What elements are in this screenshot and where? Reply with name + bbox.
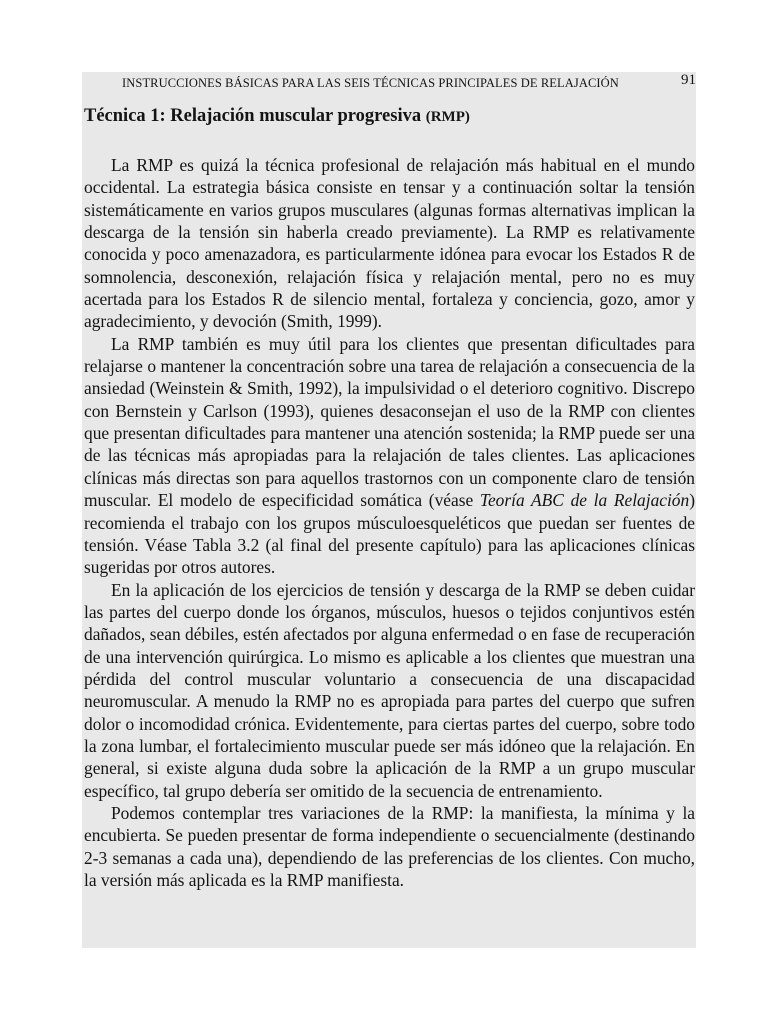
paragraph-2-text-b: ) recomienda el trabajo con los grupos músculoesqueléticos que puedan ser fuentes de tensión. Véase Tabla 3.2 (al final del presente capítulo) para las aplicaciones clínicas sugeridas por otros autores. [84, 490, 695, 578]
page-number: 91 [681, 72, 696, 88]
section-heading [84, 106, 470, 127]
body-text [84, 154, 695, 891]
section-heading-abbr: (RMP) [425, 109, 470, 125]
paragraph-1: La RMP es quizá la técnica profesional de relajación más habitual en el mundo occidental. La estrategia básica consiste en tensar y a continuación soltar la tensión sistemáticamente en varios grupos musculares (algunas formas alternativas implican la descarga de la tensión sin haberla creado previamente). La RMP es relativamente conocida y poco amenazadora, es particularmente idónea para evocar los Estados R de somnolencia, desconexión, relajación física y relajación mental, pero no es muy acertada para los Estados R de silencio mental, fortaleza y conciencia, gozo, amor y agradecimiento, y devoción (Smith, 1999). [84, 155, 695, 332]
paragraph-2-text-a: La RMP también es muy útil para los clientes que presentan dificultades para relajarse o mantener la concentración sobre una tarea de relajación a consecuencia de la ansiedad (Weinstein & Smith, 1992), la impulsividad o el deterioro cognitivo. Discrepo con Bernstein y Carlson (1993), quienes desaconsejan el uso de la RMP con clientes que presentan dificultades para mantener una atención sostenida; la RMP puede ser una de las técnicas más apropiadas para la relajación de tales clientes. Las aplicaciones clínicas más directas son para aquellos trastornos con un componente claro de tensión muscular. El modelo de especificidad somática (véase [84, 333, 695, 511]
section-heading-text: Técnica 1: Relajación muscular progresiva [84, 106, 422, 126]
running-head [82, 72, 696, 96]
paragraph-2 [84, 333, 695, 579]
running-head-title: INSTRUCCIONES BÁSICAS PARA LAS SEIS TÉCNICAS PRINCIPALES DE RELAJACIÓN [122, 76, 619, 90]
paragraph-3: En la aplicación de los ejercicios de tensión y descarga de la RMP se deben cuidar las partes del cuerpo donde los órganos, músculos, huesos o tejidos conjuntivos estén dañados, sean débiles, estén afectados por alguna enfermedad o en fase de recuperación de una intervención quirúrgica. Lo mismo es aplicable a los clientes que muestran una pérdida del control muscular voluntario a consecuencia de una discapacidad neuromuscular. A menudo la RMP no es apropiada para partes del cuerpo que sufren dolor o incomodidad crónica. Evidentemente, para ciertas partes del cuerpo, sobre todo la zona lumbar, el fortalecimiento muscular puede ser más idóneo que la relajación. En general, si existe alguna duda sobre la aplicación de la RMP a un grupo muscular específico, tal grupo debería ser omitido de la secuencia de entrenamiento. [84, 579, 695, 801]
paragraph-4: Podemos contemplar tres variaciones de la RMP: la manifiesta, la mínima y la encubierta. Se pueden presentar de forma independiente o secuencialmente (destinando 2-3 semanas a cada una), dependiendo de las preferencias de los clientes. Con mucho, la versión más aplicada es la RMP manifiesta. [84, 802, 695, 890]
book-title-reference: Teoría ABC de la Relajación [479, 490, 690, 511]
